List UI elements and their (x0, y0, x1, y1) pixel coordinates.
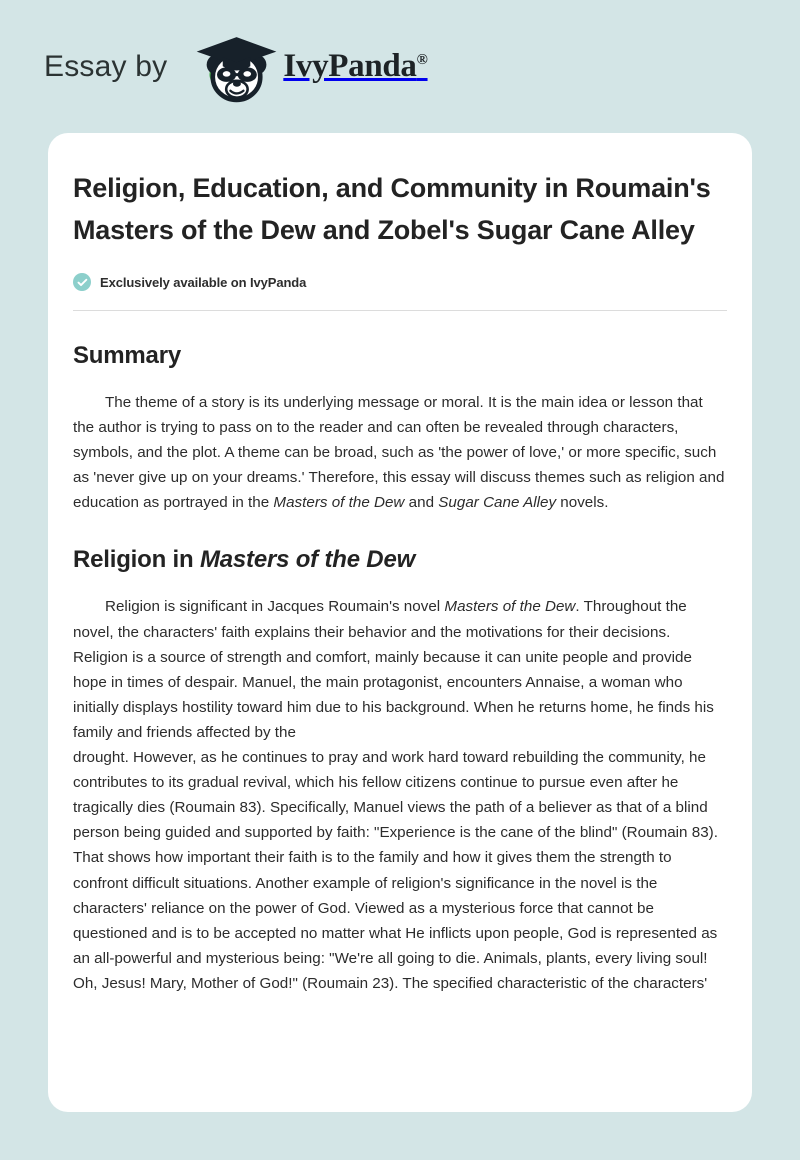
book-title-italic: Masters of the Dew (444, 598, 576, 616)
section-heading-title-italic: Masters of the Dew (199, 546, 416, 574)
essay-by-label: Essay by (44, 49, 168, 83)
header-divider (73, 310, 727, 311)
page-title: Religion, Education, and Community in Roumain's Masters of the Dew and Zobel's Sugar Cane Alley (73, 173, 711, 245)
paragraph-text: . Throughout the novel, the characters' faith explains their behavior and the motivations for their decisions. Religion is a source of strength and comfort, mainly because it can unite people and provide hope in times of despair. Manuel, the main protagonist, encounters Annaise, a woman who initially displays hostility toward him due to his background. When he returns home, he finds his family and friends affected by the (73, 598, 714, 741)
brand-name-text: IvyPanda (283, 48, 417, 84)
body-paragraph (73, 390, 727, 515)
exclusivity-badge (73, 273, 727, 291)
site-header (0, 0, 800, 133)
section-heading (73, 341, 727, 371)
exclusivity-badge-label: Exclusively available on IvyPanda (100, 274, 307, 290)
paragraph-text: and (404, 494, 439, 512)
brand-wordmark (283, 50, 427, 83)
article-body (73, 341, 727, 996)
paragraph-text: The theme of a story is its underlying message or moral. It is the main idea or lesson that the author is trying to pass on to the reader and can often be revealed through characters, symbols, and the plot. A theme can be broad, such as 'the power of love,' or more specific, such as 'never give up on your dreams.' Therefore, this essay will discuss themes such as religion and education as portrayed in the (73, 394, 725, 512)
check-circle-icon (73, 273, 91, 291)
book-title-italic: Sugar Cane Alley (438, 494, 557, 512)
registered-mark: ® (416, 52, 428, 68)
paragraph-text: drought. However, as he continues to pray and work hard toward rebuilding the community, he contributes to its gradual revival, which his fellow citizens continue to pursue even after he tragically dies (Roumain 83). Specifically, Manuel views the path of a believer as that of a blind person being guided and supported by faith: "Experience is the cane of the blind" (Roumain 83). That shows how important their faith is to the family and how it gives them the strength to confront difficult situations. Another example of religion's significance in the novel is the characters' reliance on the power of God. Viewed as a mysterious force that cannot be questioned and is to be accepted no matter what He inflicts upon people, God is represented as an all-powerful and mysterious being: "We're all going to die. Animals, plants, every living soul! Oh, Jesus! Mary, Mother of God!" (Roumain 23). The specified characteristic of the characters' (73, 749, 718, 992)
essay-card (48, 133, 752, 1112)
section-heading-text: Religion in (73, 546, 200, 574)
body-paragraph (73, 594, 727, 996)
paragraph-text: novels. (556, 494, 609, 512)
paragraph-text: Religion is significant in Jacques Roumain's novel (105, 598, 445, 616)
panda-graduation-logo-icon (189, 31, 281, 103)
section-heading-text: Summary (73, 342, 181, 369)
book-title-italic: Masters of the Dew (273, 494, 405, 512)
ivypanda-brand-logo[interactable] (189, 31, 427, 103)
section-heading (73, 545, 727, 575)
